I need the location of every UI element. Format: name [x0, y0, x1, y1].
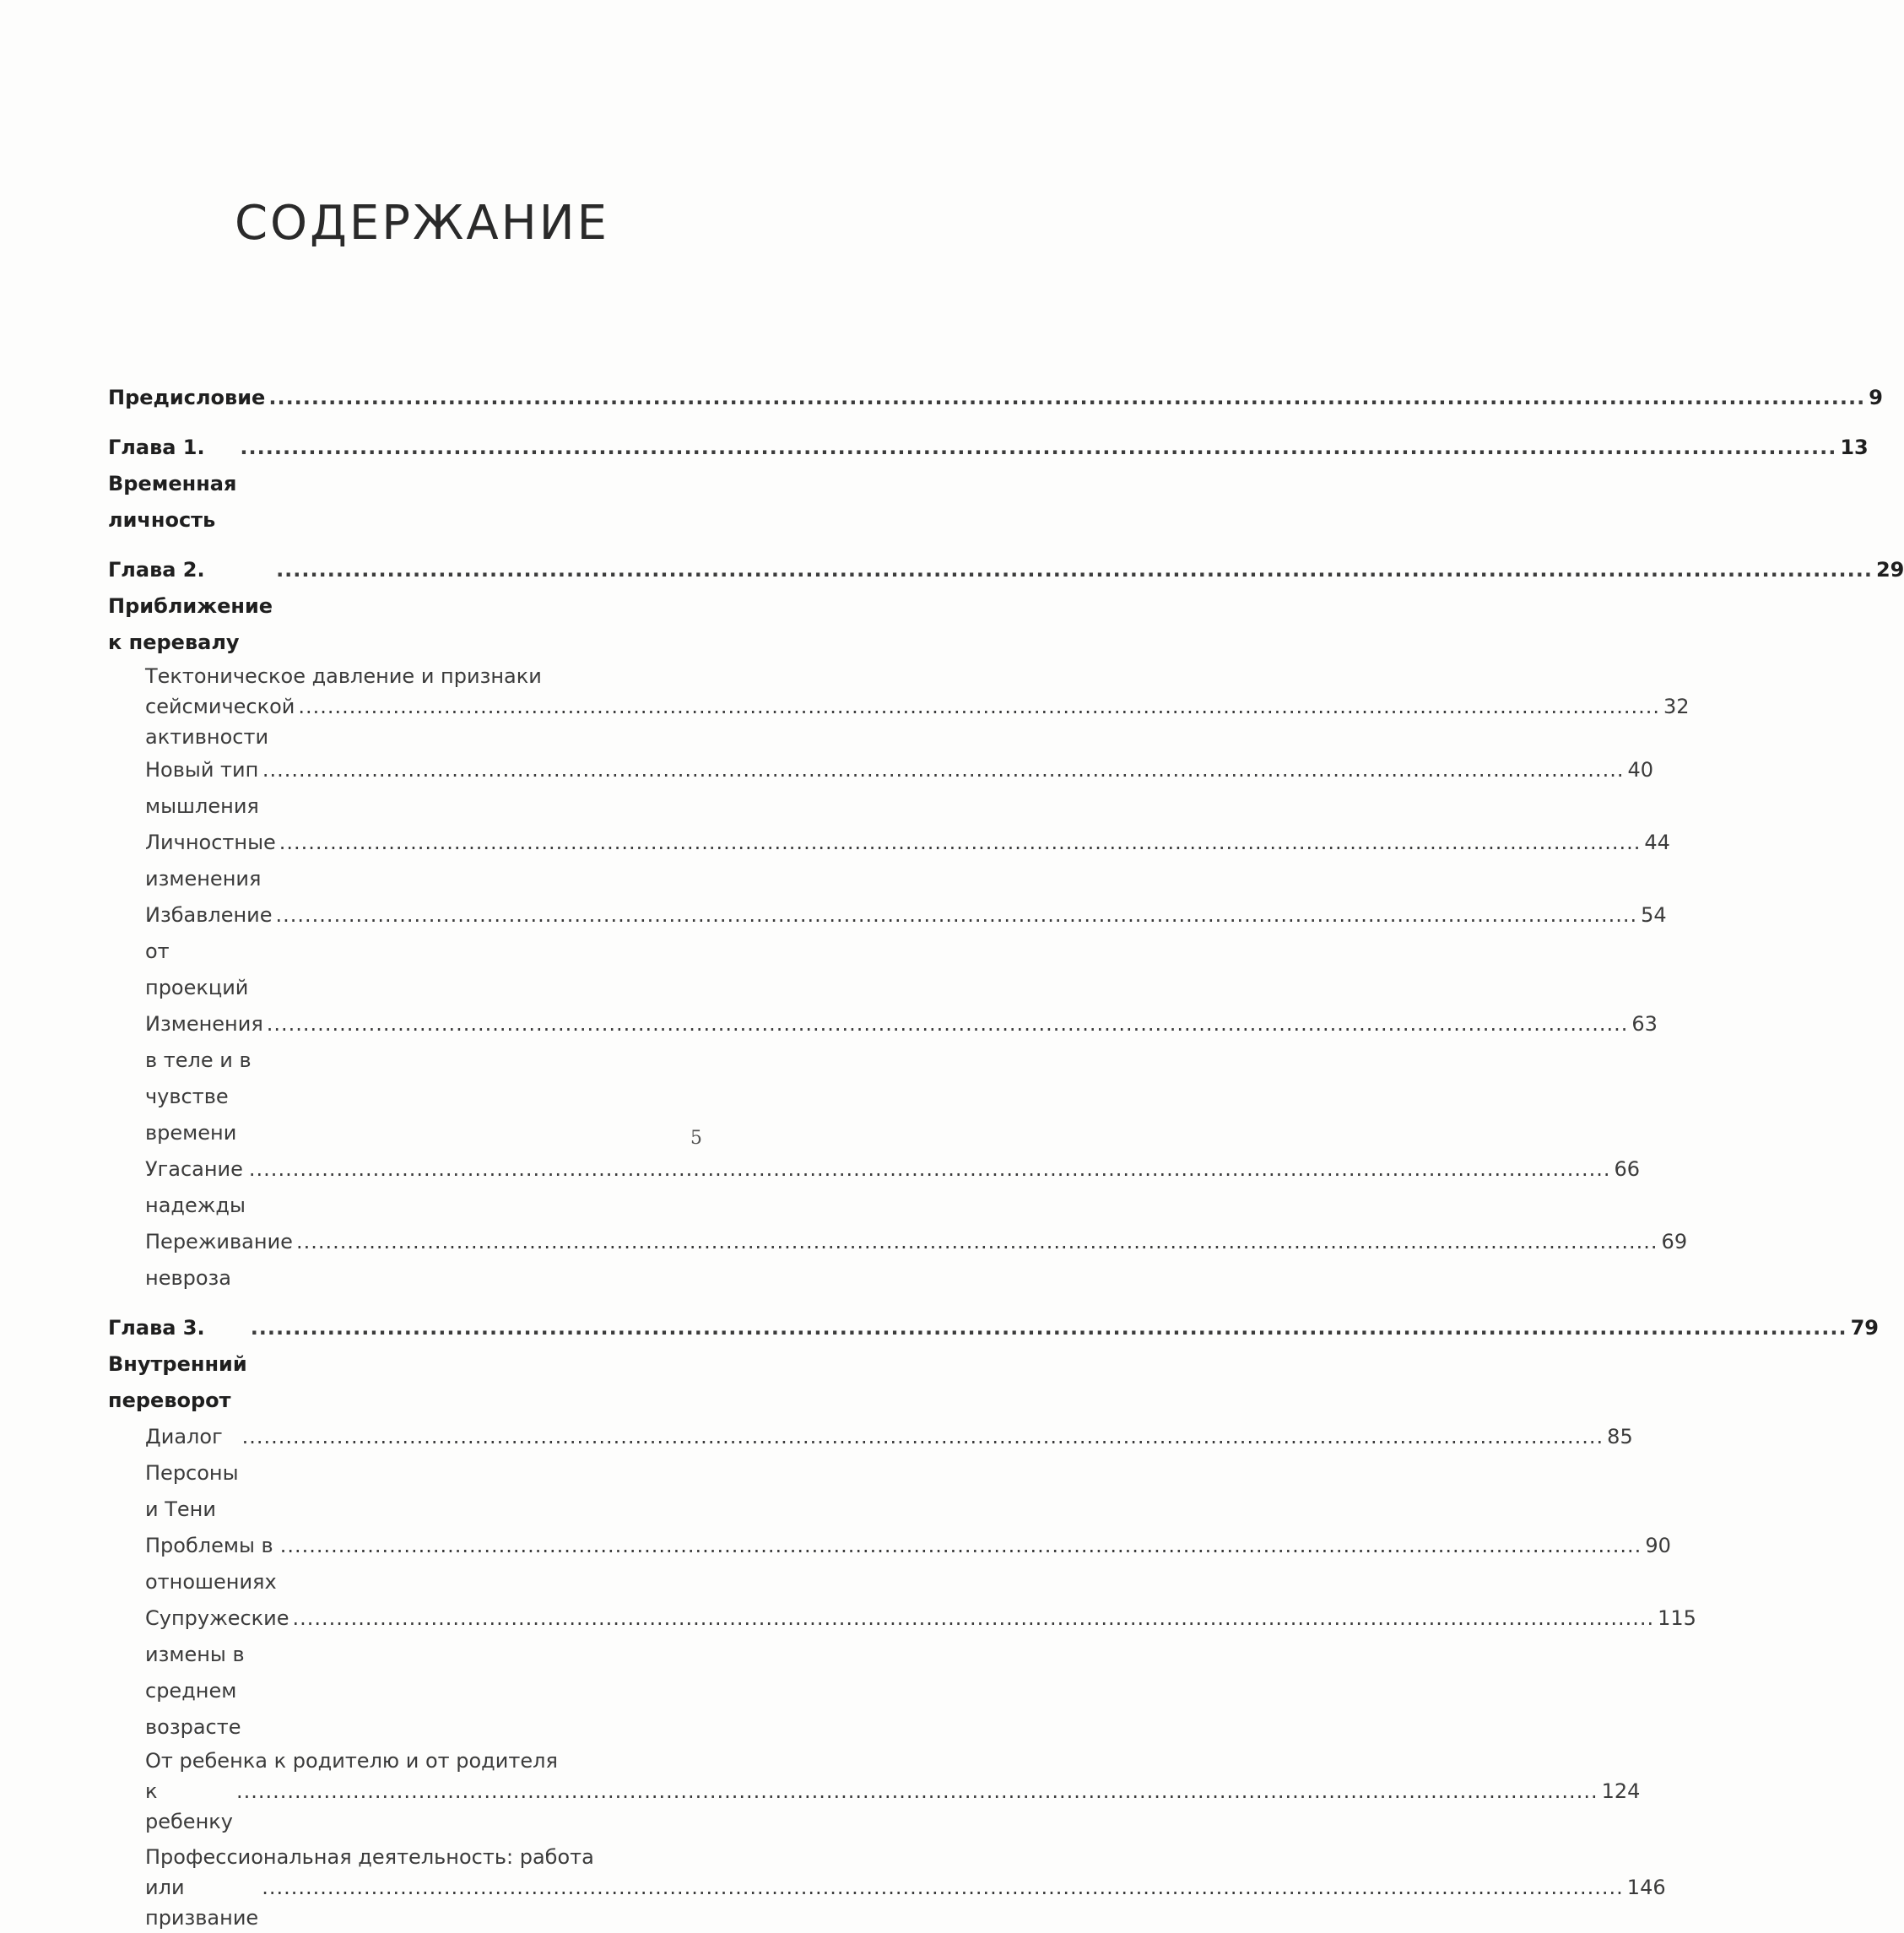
toc-entry-persona-shadow[interactable] — [108, 1419, 1633, 1528]
leader-dots: ........................................................................................................................................................................................... — [235, 1779, 1598, 1803]
toc-entry-neurosis[interactable] — [108, 1224, 1688, 1297]
toc-entry-preface[interactable] — [108, 380, 1883, 416]
toc-page-number: 32 — [1663, 695, 1690, 718]
table-of-contents — [108, 380, 1904, 1933]
toc-page-number: 85 — [1607, 1425, 1633, 1448]
toc-entry-label: или призвание — [145, 1876, 259, 1930]
toc-entry-label-line1: От ребенка к родителю и от родителя — [145, 1749, 558, 1773]
toc-entry-label: Предисловие — [108, 386, 266, 409]
toc-entry-label: Диалог Персоны и Тени — [145, 1425, 239, 1521]
leader-dots: ........................................................................................................................................................................................... — [262, 1876, 1624, 1899]
toc-entry-label: Угасание надежды — [145, 1157, 246, 1217]
toc-page-number: 54 — [1641, 903, 1667, 927]
toc-entry-personal-changes[interactable] — [108, 825, 1670, 897]
toc-page-number: 63 — [1631, 1012, 1658, 1036]
toc-page-number: 124 — [1601, 1779, 1641, 1803]
toc-page-number: 66 — [1614, 1157, 1641, 1181]
toc-entry-infidelity[interactable] — [108, 1600, 1696, 1746]
toc-entry-chapter-2[interactable] — [108, 552, 1904, 661]
toc-page-number: 146 — [1626, 1876, 1666, 1899]
toc-entry-label-line1: Профессиональная деятельность: работа — [145, 1845, 594, 1869]
page-title: СОДЕРЖАНИЕ — [234, 196, 610, 251]
leader-dots: ........................................................................................................................................................................................... — [268, 386, 1866, 409]
toc-page-number: 90 — [1645, 1534, 1671, 1557]
leader-dots: ........................................................................................................................................................................................... — [295, 1230, 1658, 1253]
leader-dots: ........................................................................................................................................................................................... — [250, 1316, 1847, 1340]
toc-entry-label: сейсмической активности — [145, 695, 295, 749]
toc-entry-relationships[interactable] — [108, 1528, 1671, 1600]
leader-dots: ........................................................................................................................................................................................... — [240, 436, 1837, 459]
toc-page-number: 115 — [1658, 1606, 1696, 1630]
toc-entry-label: Переживание невроза — [145, 1230, 293, 1290]
page-number: 5 — [690, 1128, 702, 1149]
toc-page-number: 40 — [1627, 758, 1653, 782]
toc-entry-label: Глава 1. Временная личность — [108, 436, 237, 532]
toc-entry-profession[interactable] — [108, 1842, 1666, 1933]
leader-dots: ........................................................................................................................................................................................... — [279, 1534, 1642, 1557]
toc-entry-label: Личностные изменения — [145, 831, 276, 891]
leader-dots: ........................................................................................................................................................................................... — [292, 1606, 1655, 1630]
toc-entry-child-parent[interactable] — [108, 1746, 1641, 1837]
leader-dots: ........................................................................................................................................................................................... — [276, 558, 1873, 582]
leader-dots: ........................................................................................................................................................................................... — [262, 758, 1625, 782]
toc-entry-label: Глава 3. Внутренний переворот — [108, 1316, 247, 1412]
leader-dots: ........................................................................................................................................................................................... — [248, 1157, 1611, 1181]
toc-entry-label: Изменения в теле и в чувстве времени — [145, 1012, 263, 1145]
toc-entry-new-thinking[interactable] — [108, 752, 1653, 825]
toc-entry-projections[interactable] — [108, 897, 1667, 1006]
leader-dots: ........................................................................................................................................................................................... — [298, 695, 1660, 718]
toc-entry-label: к ребенку — [145, 1779, 233, 1833]
toc-entry-label: Проблемы в отношениях — [145, 1534, 277, 1594]
leader-dots: ........................................................................................................................................................................................... — [275, 903, 1638, 927]
toc-entry-label: Глава 2. Приближение к перевалу — [108, 558, 273, 654]
toc-entry-body-time[interactable] — [108, 1006, 1658, 1151]
toc-page-number: 79 — [1850, 1316, 1880, 1340]
toc-entry-chapter-1[interactable] — [108, 430, 1869, 539]
toc-page-number: 13 — [1840, 436, 1869, 459]
leader-dots: ........................................................................................................................................................................................... — [266, 1012, 1629, 1036]
leader-dots: ........................................................................................................................................................................................... — [241, 1425, 1604, 1448]
toc-entry-label: Новый тип мышления — [145, 758, 259, 818]
toc-entry-label-line1: Тектоническое давление и признаки — [145, 664, 542, 688]
toc-page-number: 69 — [1661, 1230, 1688, 1253]
toc-entry-label: Супружеские измены в среднем возрасте — [145, 1606, 289, 1739]
toc-entry-fading-hope[interactable] — [108, 1151, 1641, 1224]
toc-page-number: 44 — [1644, 831, 1670, 854]
leader-dots: ........................................................................................................................................................................................... — [279, 831, 1642, 854]
toc-page-number: 9 — [1869, 386, 1883, 409]
toc-entry-label: Избавление от проекций — [145, 903, 273, 999]
toc-entry-chapter-3[interactable] — [108, 1310, 1880, 1419]
toc-entry-tectonic[interactable] — [108, 661, 1690, 752]
toc-page-number: 29 — [1875, 558, 1904, 582]
